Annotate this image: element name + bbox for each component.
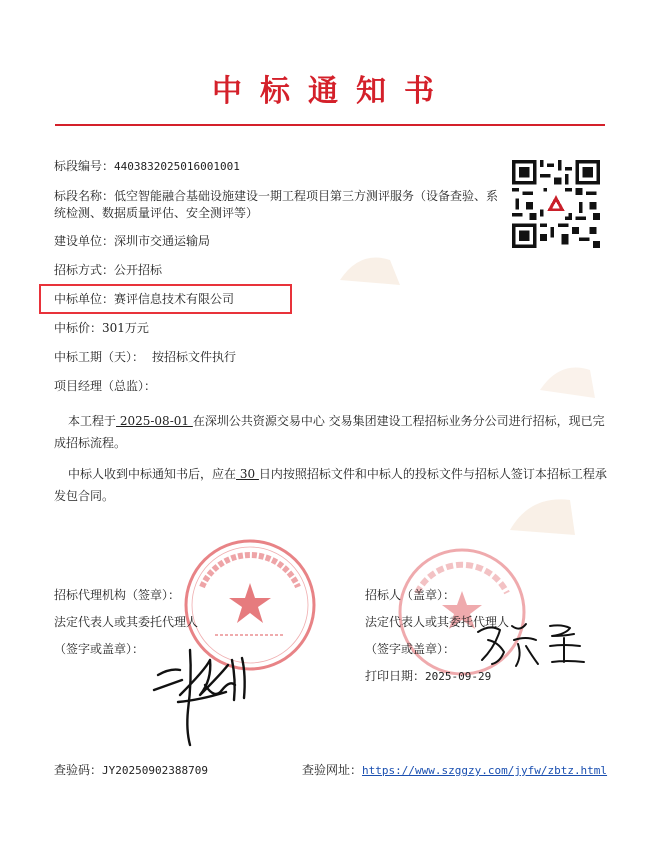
winner-label: 中标单位： — [54, 292, 115, 306]
title-divider — [55, 124, 605, 126]
agent-sign-label: （签字或盖章）： — [54, 642, 145, 656]
owner-row — [54, 233, 210, 250]
method-value: 公开招标 — [114, 263, 163, 277]
p2-text-a: 中标人收到中标通知书后，应在 — [68, 467, 237, 481]
tenderer-handwritten-signature — [470, 612, 595, 672]
manager-row — [54, 378, 156, 395]
section-number-label: 标段编号： — [54, 159, 115, 173]
print-date-label: 打印日期： — [365, 669, 426, 683]
watermark-logo — [330, 240, 420, 300]
p2-text-b: 日内按照招标文件和中标人的投标文件与招标人签订本招标工程承发包合同。 — [54, 467, 607, 503]
check-url-row — [302, 762, 607, 779]
period-label: 中标工期（天）： — [54, 350, 145, 364]
owner-label: 建设单位： — [54, 234, 115, 248]
p2-days: 30 — [236, 467, 259, 481]
tenderer-sign-label: （签字或盖章）： — [365, 642, 456, 656]
price-label: 中标价： — [54, 321, 103, 335]
check-url-link[interactable]: https://www.szggzy.com/jyfw/zbtz.html — [362, 764, 608, 777]
method-label: 招标方式： — [54, 263, 115, 277]
check-code-label: 查验码： — [54, 763, 103, 777]
watermark-logo — [530, 350, 610, 410]
section-number-value: 4403832025016001001 — [114, 160, 240, 173]
method-row — [54, 262, 162, 279]
body-paragraph-1 — [54, 410, 614, 454]
agent-handwritten-signature — [150, 630, 260, 750]
period-value: 按招标文件执行 — [152, 350, 237, 364]
check-code-row — [54, 762, 208, 779]
qr-code-icon — [512, 160, 600, 248]
p1-text-a: 本工程于 — [68, 414, 117, 428]
period-row — [54, 349, 236, 366]
owner-value: 深圳市交通运输局 — [114, 234, 211, 248]
print-date-row — [365, 668, 491, 685]
section-name-value: 低空智能融合基础设施建设一期工程项目第三方测评服务（设备查验、系统检测、数据质量评估、安全测评等） — [54, 189, 499, 220]
section-name-row — [54, 188, 506, 222]
winner-value: 赛评信息技术有限公司 — [114, 292, 235, 306]
body-paragraph-2 — [54, 463, 614, 507]
section-name-label: 标段名称： — [54, 189, 115, 203]
winner-row — [54, 291, 234, 308]
agent-label: 招标代理机构（签章）： — [54, 588, 181, 602]
p1-date: 2025-08-01 — [116, 414, 193, 428]
check-url-label: 查验网址： — [302, 763, 363, 777]
p1-text-b: 在深圳公共资源交易中心 交易集团建设工程招标业务分公司进行招标，现已完成招标流程。 — [54, 414, 605, 450]
print-date-value: 2025-09-29 — [425, 670, 492, 683]
manager-label: 项目经理（总监）： — [54, 379, 157, 393]
section-number-row — [54, 158, 240, 175]
document-title: 中标通知书 — [212, 74, 452, 109]
tenderer-label: 招标人（盖章）： — [365, 588, 456, 602]
check-code-value: JY20250902388709 — [102, 764, 208, 777]
agent-rep-label: 法定代表人或其委托代理人 — [54, 615, 199, 629]
price-row — [54, 320, 149, 337]
price-value: 301万元 — [102, 321, 149, 335]
tenderer-rep-label: 法定代表人或其委托代理人 — [365, 615, 510, 629]
